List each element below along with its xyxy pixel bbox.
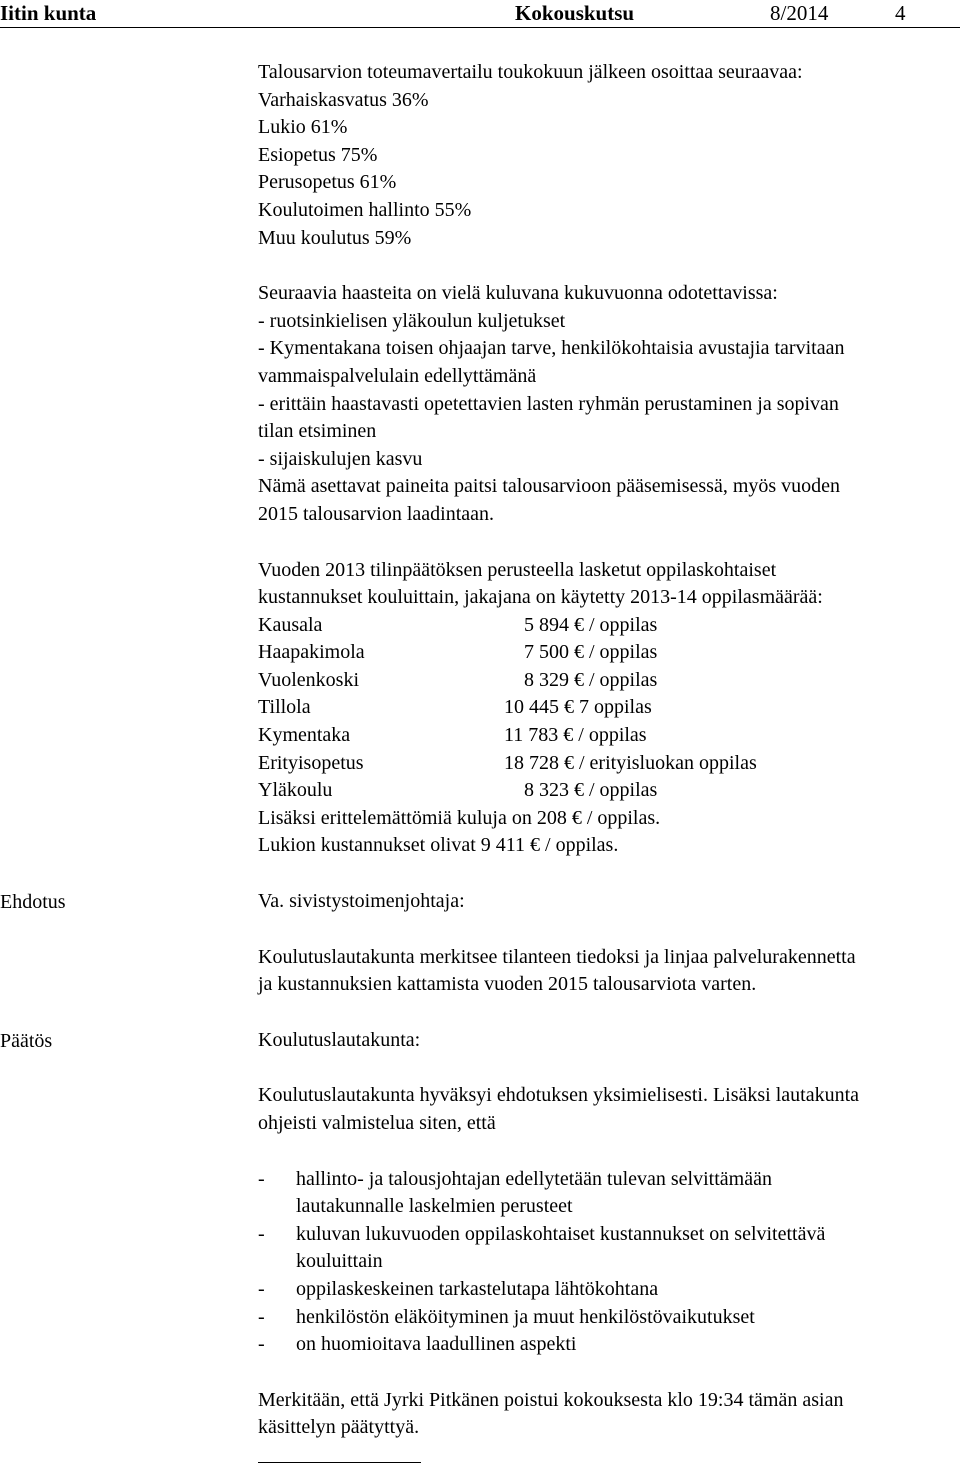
meeting-number: 8/2014 — [770, 1, 829, 25]
list-item-line: on huomioitava laadullinen aspekti — [296, 1333, 577, 1356]
decision-list — [258, 1166, 958, 1359]
school-name: Haapakimola — [258, 641, 365, 664]
costs-intro: kustannukset kouluittain, jakajana on käytetty 2013-14 oppilasmäärää: — [258, 586, 823, 609]
cost-value: 10 445 € 7 oppilas — [504, 696, 652, 719]
proposal-label: Ehdotus — [0, 891, 66, 913]
school-name: Yläkoulu — [258, 779, 333, 802]
cost-row — [258, 694, 958, 722]
page-number: 4 — [895, 1, 906, 25]
challenges-section — [258, 280, 958, 528]
school-name: Kymentaka — [258, 724, 351, 747]
list-item — [258, 1331, 958, 1359]
challenge-line: vammaispalvelulain edellyttämänä — [258, 364, 537, 387]
proposal-text: ja kustannuksien kattamista vuoden 2015 talousarviota varten. — [258, 973, 757, 996]
decision-section — [258, 1027, 958, 1442]
page-header — [0, 0, 960, 26]
budget-item: Lukio 61% — [258, 116, 348, 139]
cost-row — [258, 750, 958, 778]
proposal-section — [258, 888, 958, 999]
challenge-line: Nämä asettavat paineita paitsi talousarvioon pääsemisessä, myös vuoden — [258, 475, 841, 498]
challenge-line: - sijaiskulujen kasvu — [258, 447, 423, 470]
list-dash: - — [258, 1167, 265, 1190]
cost-value: 5 894 € / oppilas — [524, 613, 658, 636]
proposal-presenter: Va. sivistystoimenjohtaja: — [258, 890, 465, 913]
decision-note: käsittelyn päätyttyä. — [258, 1416, 420, 1439]
list-item — [258, 1221, 958, 1276]
list-dash: - — [258, 1277, 265, 1300]
budget-intro: Talousarvion toteumavertailu toukokuun jälkeen osoittaa seuraavaa: — [258, 61, 803, 83]
school-name: Kausala — [258, 613, 323, 636]
decision-note: Merkitään, että Jyrki Pitkänen poistui kokouksesta klo 19:34 tämän asian — [258, 1388, 844, 1411]
decision-body: Koulutuslautakunta: — [258, 1028, 421, 1051]
budget-item: Perusopetus 61% — [258, 171, 397, 194]
school-name: Vuolenkoski — [258, 668, 360, 691]
list-item — [258, 1276, 958, 1304]
budget-item: Varhaiskasvatus 36% — [258, 88, 429, 111]
list-item-line: kuluvan lukuvuoden oppilaskohtaiset kustannukset on selvitettävä — [296, 1222, 826, 1245]
challenges-intro: Seuraavia haasteita on vielä kuluvana kukuvuonna odotettavissa: — [258, 282, 778, 305]
challenge-line: tilan etsiminen — [258, 420, 377, 443]
cost-value: 18 728 € / erityisluokan oppilas — [504, 751, 757, 774]
organization-name: Iitin kunta — [0, 1, 97, 25]
challenge-line: 2015 talousarvion laadintaan. — [258, 502, 495, 525]
list-item-line: lautakunnalle laskelmien perusteet — [296, 1195, 573, 1218]
proposal-text: Koulutuslautakunta merkitsee tilanteen tiedoksi ja linjaa palvelurakennetta — [258, 945, 856, 968]
list-item-line: kouluittain — [296, 1250, 383, 1273]
decision-label: Päätös — [0, 1030, 53, 1052]
document-body — [258, 59, 958, 1442]
school-name: Tillola — [258, 696, 311, 719]
budget-item: Koulutoimen hallinto 55% — [258, 198, 472, 221]
list-dash: - — [258, 1305, 265, 1328]
cost-value: 8 329 € / oppilas — [524, 668, 658, 691]
list-item-line: henkilöstön eläköityminen ja muut henkilöstövaikutukset — [296, 1305, 755, 1328]
header-divider — [0, 27, 960, 28]
challenge-line: - ruotsinkielisen yläkoulun kuljetukset — [258, 309, 566, 332]
cost-row — [258, 722, 958, 750]
list-dash: - — [258, 1222, 265, 1245]
list-item — [258, 1304, 958, 1332]
cost-row — [258, 612, 958, 640]
challenge-line: - erittäin haastavasti opetettavien lasten ryhmän perustaminen ja sopivan — [258, 392, 839, 415]
school-name: Erityisopetus — [258, 751, 364, 774]
challenge-line: - Kymentakana toisen ohjaajan tarve, henkilökohtaisia avustajia tarvitaan — [258, 337, 845, 360]
list-item-line: oppilaskeskeinen tarkastelutapa lähtökohtana — [296, 1277, 659, 1300]
document-type: Kokouskutsu — [515, 1, 635, 25]
costs-intro: Vuoden 2013 tilinpäätöksen perusteella lasketut oppilaskohtaiset — [258, 558, 777, 581]
budget-item: Esiopetus 75% — [258, 143, 378, 166]
list-item-line: hallinto- ja talousjohtajan edellytetään tulevan selvittämään — [296, 1167, 772, 1190]
costs-extra: Lisäksi erittelemättömiä kuluja on 208 € / oppilas. — [258, 806, 661, 829]
list-dash: - — [258, 1333, 265, 1356]
cost-row — [258, 777, 958, 805]
cost-value: 7 500 € / oppilas — [524, 641, 658, 664]
budget-item: Muu koulutus 59% — [258, 226, 412, 249]
list-item — [258, 1166, 958, 1221]
costs-extra: Lukion kustannukset olivat 9 411 € / oppilas. — [258, 834, 619, 857]
cost-value: 8 323 € / oppilas — [524, 779, 658, 802]
cost-row — [258, 639, 958, 667]
decision-text: ohjeisti valmistelua siten, että — [258, 1112, 496, 1134]
cost-value: 11 783 € / oppilas — [504, 724, 647, 747]
signature-line — [258, 1462, 421, 1463]
budget-section — [258, 59, 958, 252]
cost-row — [258, 667, 958, 695]
costs-section — [258, 557, 958, 861]
decision-text: Koulutuslautakunta hyväksyi ehdotuksen yksimielisesti. Lisäksi lautakunta — [258, 1084, 860, 1107]
